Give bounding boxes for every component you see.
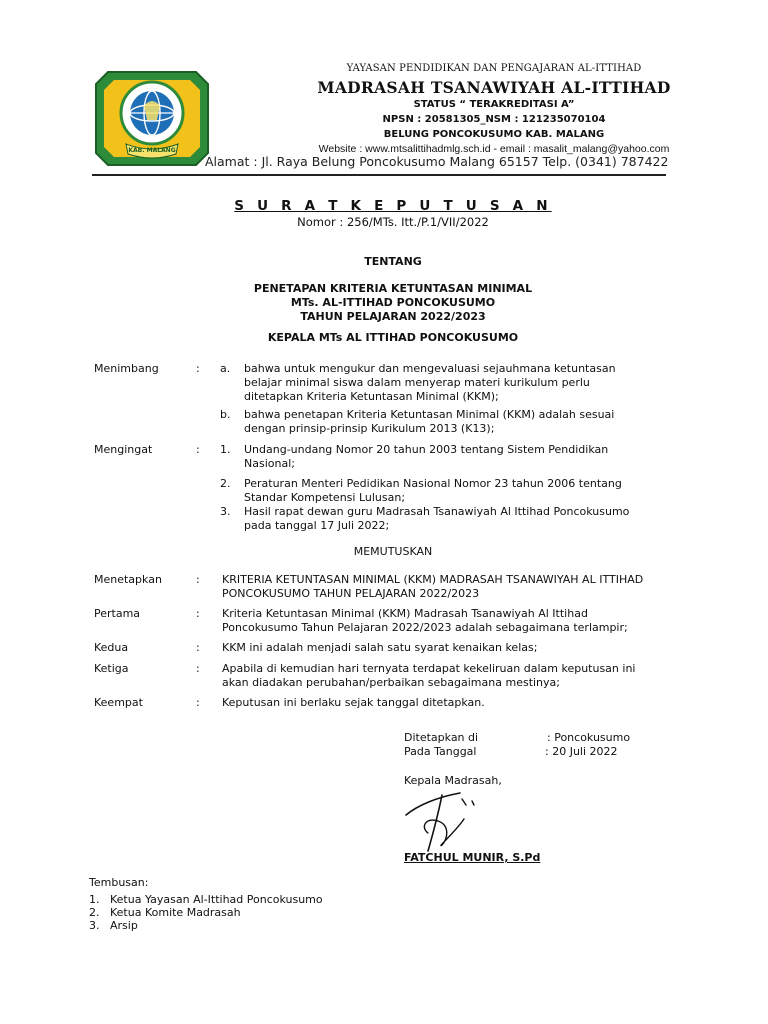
accreditation-status: STATUS “ TERAKREDITASI A” (413, 99, 575, 110)
subject-line-1: PENETAPAN KRITERIA KETUNTASAN MINIMAL (253, 282, 533, 295)
copies-item: Arsip (110, 919, 138, 932)
subject-line-2: MTs. AL-ITTIHAD PONCOKUSUMO (290, 296, 496, 309)
copies-item: Ketua Komite Madrasah (110, 906, 241, 919)
about-heading: TENTANG (364, 255, 422, 268)
mengingat-2-marker: 2. (220, 477, 231, 490)
document-number: Nomor : 256/MTs. Itt./P.1/VII/2022 (297, 215, 489, 229)
logo-text: KAB. MALANG (128, 147, 176, 154)
decision-heading: MEMUTUSKAN (353, 545, 433, 558)
foundation-name: YAYASAN PENDIDIKAN DAN PENGAJARAN AL-ITTIHAD (346, 63, 642, 74)
menimbang-colon: : (196, 362, 200, 375)
mengingat-3-marker: 3. (220, 505, 231, 518)
date-value: : 20 Juli 2022 (545, 745, 618, 758)
headmaster-role: Kepala Madrasah, (404, 774, 502, 787)
pertama-line: Poncokusumo Tahun Pelajaran 2022/2023 adalah sebagaimana terlampir; (222, 621, 628, 634)
menimbang-b-line: bahwa penetapan Kriteria Ketuntasan Minimal (KKM) adalah sesuai (244, 408, 615, 421)
npsn-nsm: NPSN : 20581305_NSM : 121235070104 (382, 114, 606, 125)
pertama-colon: : (196, 607, 200, 620)
website-email-line: Website : www.mtsalittihadmlg.sch.id - email : masalit_malang@yahoo.com (318, 143, 670, 155)
mengingat-2-line: Standar Kompetensi Lulusan; (244, 491, 406, 504)
keempat-label: Keempat (94, 696, 143, 709)
menimbang-a-line: ditetapkan Kriteria Ketuntasan Minimal (KKM); (244, 390, 499, 403)
pertama-label: Pertama (94, 607, 141, 620)
mengingat-colon: : (196, 443, 200, 456)
mengingat-2-line: Peraturan Menteri Pedidikan Nasional Nomor 23 tahun 2006 tentang (244, 477, 622, 490)
mengingat-3-line: Hasil rapat dewan guru Madrasah Tsanawiyah Al Ittihad Poncokusumo (244, 505, 630, 518)
issuer-heading: KEPALA MTs AL ITTIHAD PONCOKUSUMO (267, 331, 519, 344)
date-label: Pada Tanggal (404, 745, 477, 758)
school-logo-icon (92, 66, 212, 171)
copies-item-marker: 2. (89, 906, 100, 919)
kedua-text: KKM ini adalah menjadi salah satu syarat kenaikan kelas; (222, 641, 538, 654)
copies-item-marker: 3. (89, 919, 100, 932)
menetapkan-colon: : (196, 573, 200, 586)
mengingat-label: Mengingat (94, 443, 153, 456)
menimbang-a-line: belajar minimal siswa dalam menyerap materi kurikulum perlu (244, 376, 590, 389)
school-address: Alamat : Jl. Raya Belung Poncokusumo Malang 65157 Telp. (0341) 787422 (205, 154, 669, 169)
ketiga-label: Ketiga (94, 662, 129, 675)
copies-item-marker: 1. (89, 893, 100, 906)
signature-icon (398, 775, 508, 855)
menetapkan-line: PONCOKUSUMO TAHUN PELAJARAN 2022/2023 (222, 587, 480, 600)
menetapkan-line: KRITERIA KETUNTASAN MINIMAL (KKM) MADRASAH TSANAWIYAH AL ITTIHAD (222, 573, 644, 586)
document-title: S U R A T K E P U T U S A N (234, 198, 552, 214)
ketiga-line: Apabila di kemudian hari ternyata terdapat kekeliruan dalam keputusan ini (222, 662, 636, 675)
copies-item: Ketua Yayasan Al-Ittihad Poncokusumo (110, 893, 323, 906)
place-value: : Poncokusumo (547, 731, 631, 744)
menimbang-b-marker: b. (220, 408, 231, 421)
ketiga-line: akan diadakan perubahan/perbaikan sebagaimana mestinya; (222, 676, 560, 689)
menimbang-b-line: dengan prinsip-prinsip Kurikulum 2013 (K13); (244, 422, 495, 435)
place-label: Ditetapkan di (404, 731, 479, 744)
keempat-text: Keputusan ini berlaku sejak tanggal ditetapkan. (222, 696, 485, 709)
kedua-label: Kedua (94, 641, 129, 654)
headmaster-name: FATCHUL MUNIR, S.Pd (404, 851, 541, 864)
subject-line-3: TAHUN PELAJARAN 2022/2023 (300, 310, 486, 323)
mengingat-1-marker: 1. (220, 443, 231, 456)
school-location: BELUNG PONCOKUSUMO KAB. MALANG (383, 129, 605, 140)
menetapkan-label: Menetapkan (94, 573, 162, 586)
school-name: MADRASAH TSANAWIYAH AL-ITTIHAD (317, 78, 671, 97)
menimbang-label: Menimbang (94, 362, 159, 375)
menimbang-a-line: bahwa untuk mengukur dan mengevaluasi sejauhmana ketuntasan (244, 362, 616, 375)
letterhead-divider (92, 174, 666, 176)
ketiga-colon: : (196, 662, 200, 675)
mengingat-1-line: Nasional; (244, 457, 295, 470)
kedua-colon: : (196, 641, 200, 654)
menimbang-a-marker: a. (220, 362, 231, 375)
mengingat-1-line: Undang-undang Nomor 20 tahun 2003 tentang Sistem Pendidikan (244, 443, 609, 456)
pertama-line: Kriteria Ketuntasan Minimal (KKM) Madrasah Tsanawiyah Al Ittihad (222, 607, 588, 620)
keempat-colon: : (196, 696, 200, 709)
mengingat-3-line: pada tanggal 17 Juli 2022; (244, 519, 390, 532)
copies-heading: Tembusan: (89, 876, 149, 889)
